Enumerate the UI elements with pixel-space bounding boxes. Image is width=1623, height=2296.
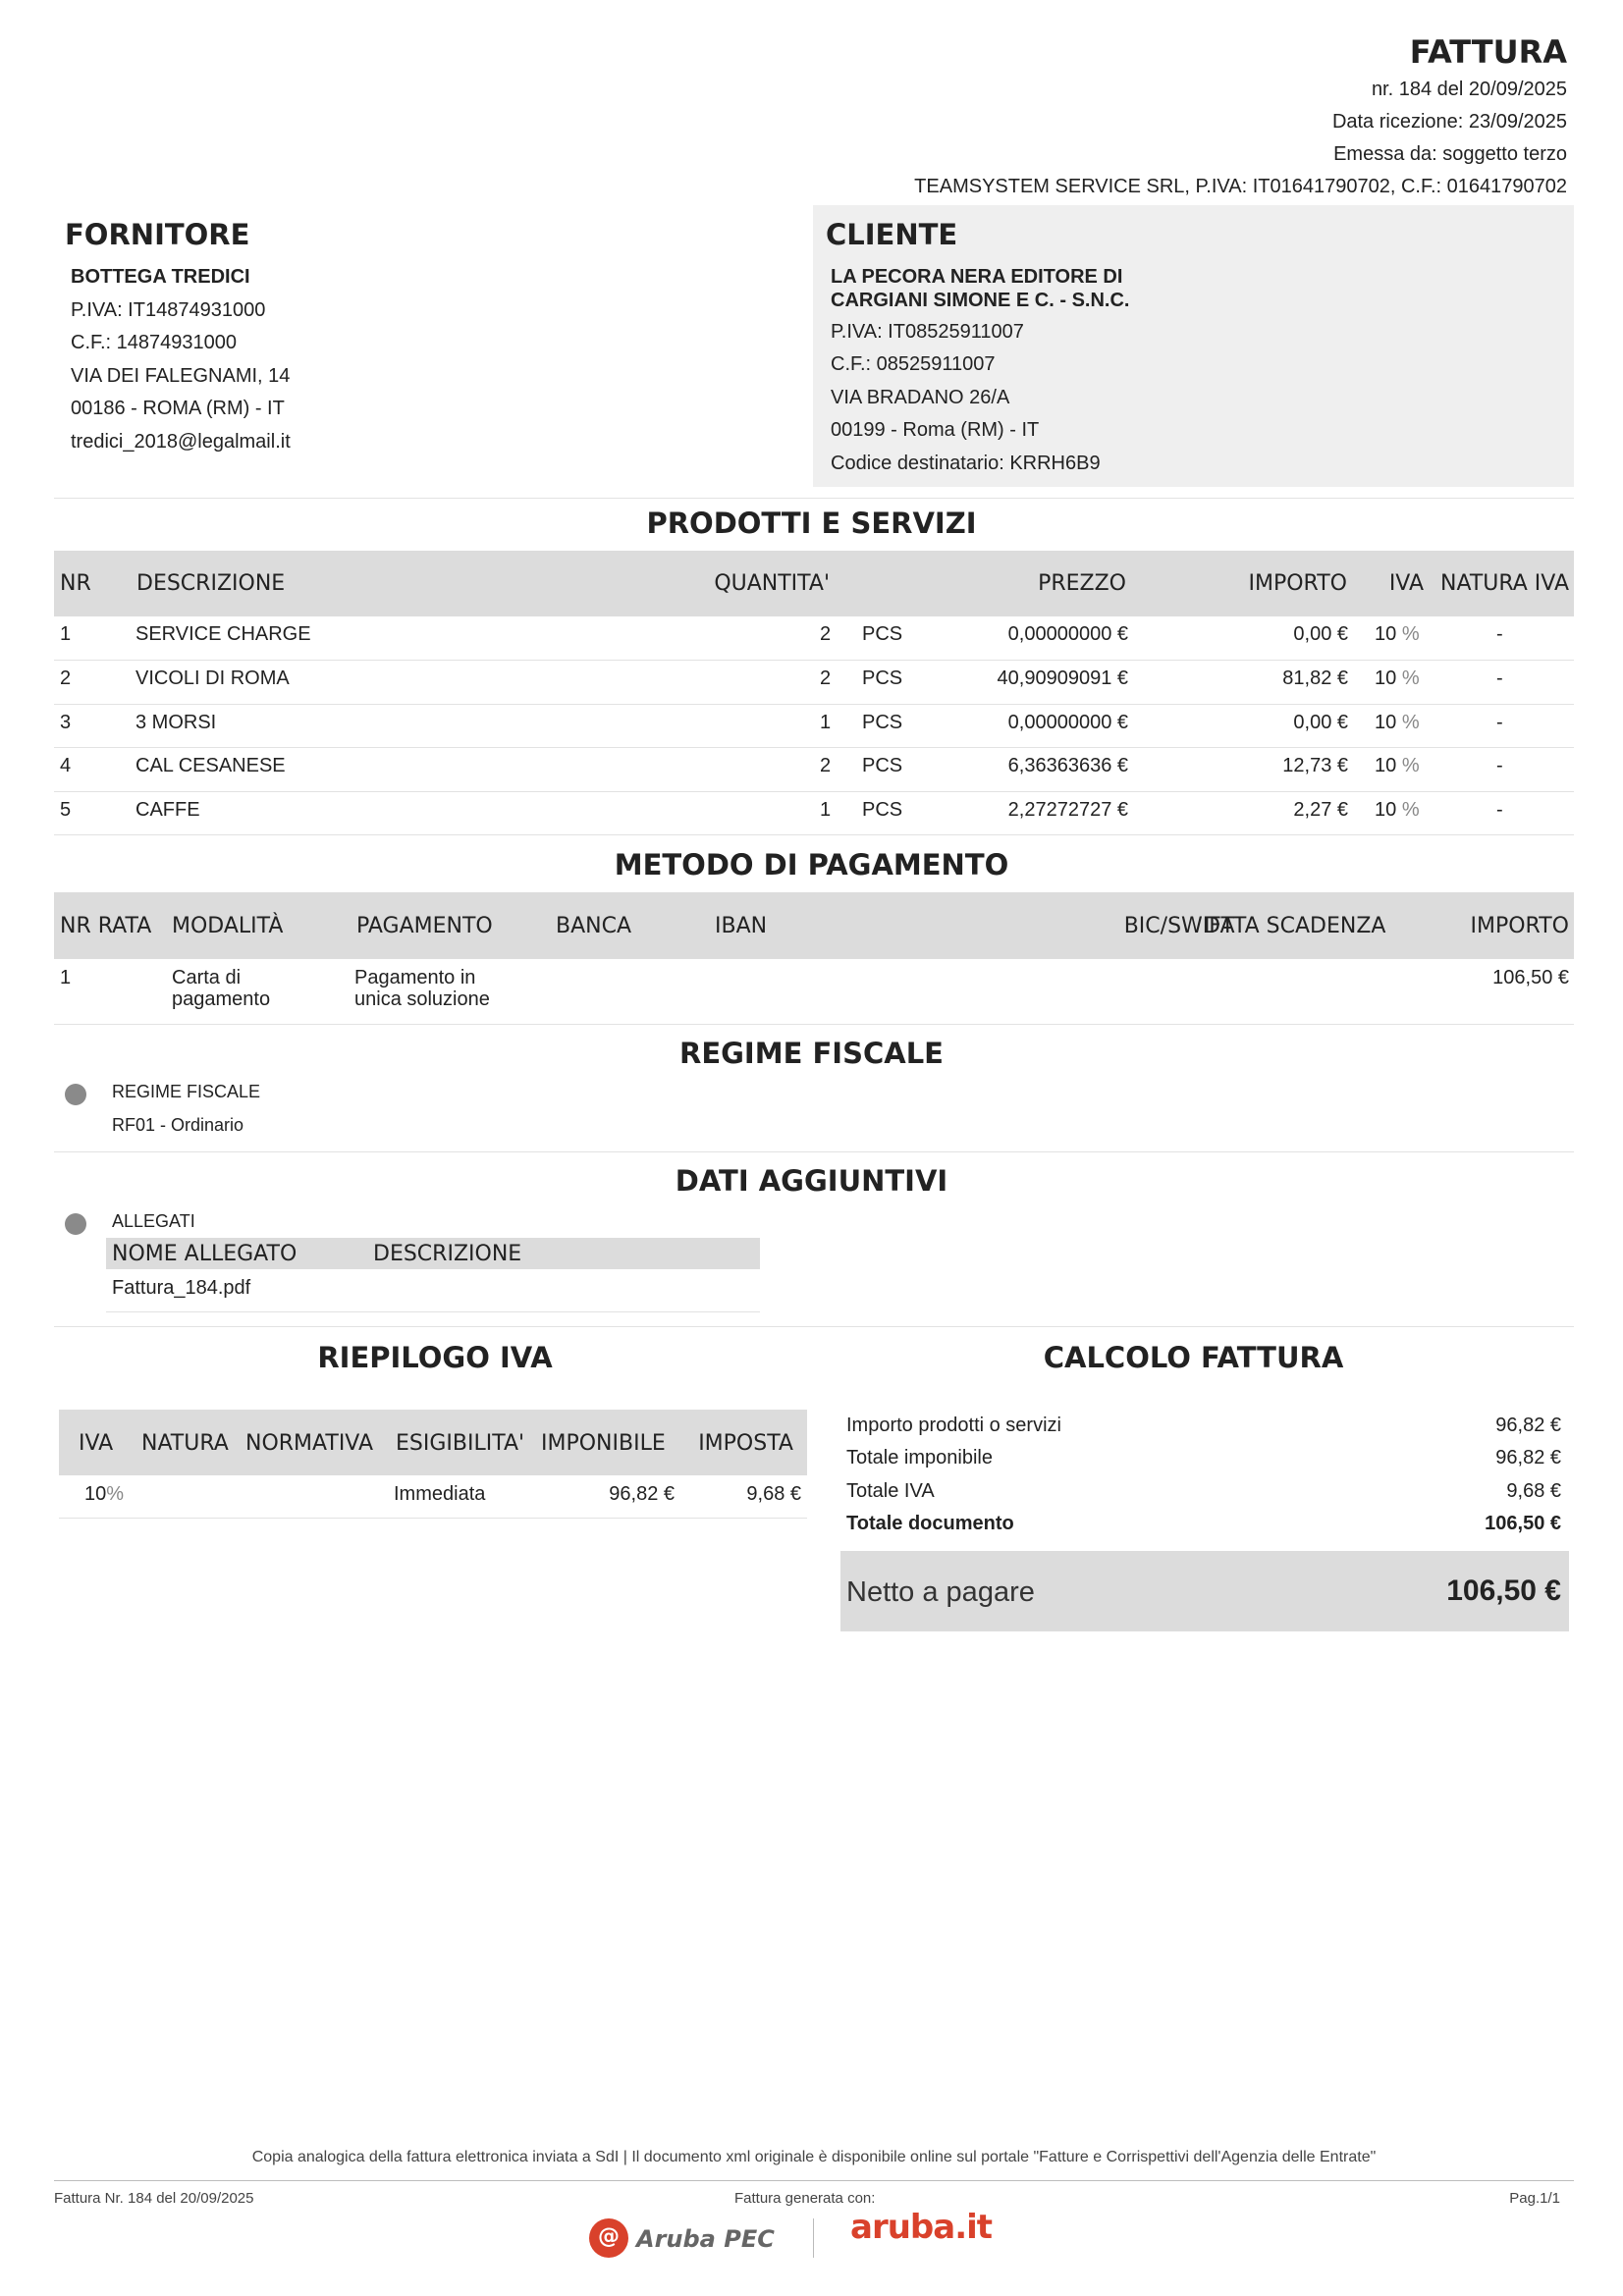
issued-by: Emessa da: soggetto terzo — [1333, 143, 1567, 165]
row-vat-nature: - — [1496, 623, 1503, 645]
products-title: PRODOTTI E SERVIZI — [646, 507, 977, 540]
client-name-line1: LA PECORA NERA EDITORE DI — [831, 266, 1123, 288]
bullet-icon — [65, 1213, 86, 1235]
supplier-email: tredici_2018@legalmail.it — [71, 431, 291, 453]
table-row — [54, 661, 1574, 705]
row-amount: 0,00 € — [1293, 623, 1348, 645]
row-vat: 10 % — [1375, 667, 1420, 689]
payment-installment: 1 — [60, 967, 72, 988]
table-row — [54, 748, 1574, 792]
aruba-pec-wordmark: Aruba PEC — [636, 2225, 775, 2253]
payment-mode-line2: pagamento — [172, 988, 271, 1010]
footer-page-number: Pag.1/1 — [1509, 2190, 1560, 2207]
col-iban: IBAN — [715, 914, 768, 938]
attachment-file-link[interactable]: Fattura_184.pdf — [112, 1277, 251, 1299]
row-price: 0,00000000 € — [1007, 712, 1128, 733]
row-description: CAL CESANESE — [135, 755, 286, 776]
payment-type-line1: Pagamento in — [354, 967, 476, 988]
footer-invoice-ref: Fattura Nr. 184 del 20/09/2025 — [54, 2190, 254, 2207]
row-quantity: 1 — [820, 799, 832, 821]
net-to-pay-box — [840, 1551, 1569, 1631]
col-natura: NATURA — [141, 1431, 229, 1456]
row-nr: 2 — [60, 667, 72, 689]
total-line-value: 96,82 € — [1495, 1415, 1561, 1436]
col-bic: BIC/SWIFT — [1123, 914, 1234, 938]
row-nr: 5 — [60, 799, 72, 821]
total-line-value: 9,68 € — [1506, 1480, 1561, 1502]
col-payment-amount: IMPORTO — [1470, 914, 1569, 938]
row-quantity: 1 — [820, 712, 832, 733]
invoice-number: nr. 184 del 20/09/2025 — [1371, 79, 1567, 100]
total-line-value: 96,82 € — [1495, 1447, 1561, 1468]
payment-header-row — [54, 892, 1574, 959]
row-nr: 3 — [60, 712, 72, 733]
row-nr: 1 — [60, 623, 72, 645]
col-imposta: IMPOSTA — [698, 1431, 793, 1456]
row-unit: PCS — [862, 755, 903, 776]
divider — [54, 1326, 1574, 1327]
extra-title: DATI AGGIUNTIVI — [675, 1164, 948, 1198]
regime-value: RF01 - Ordinario — [112, 1115, 244, 1135]
vat-rate: 10% — [84, 1483, 125, 1505]
total-line-label: Importo prodotti o servizi — [846, 1415, 1061, 1436]
client-city: 00199 - Roma (RM) - IT — [831, 419, 1040, 441]
issuer-details: TEAMSYSTEM SERVICE SRL, P.IVA: IT01641790702, C.F.: 01641790702 — [914, 176, 1567, 197]
aruba-it-logo: aruba.it — [850, 2208, 993, 2247]
supplier-address: VIA DEI FALEGNAMI, 14 — [71, 365, 291, 387]
supplier-heading: FORNITORE — [65, 218, 250, 251]
client-piva: P.IVA: IT08525911007 — [831, 321, 1024, 343]
table-row — [59, 1475, 807, 1519]
net-to-pay-value: 106,50 € — [1446, 1575, 1561, 1607]
row-nr: 4 — [60, 755, 72, 776]
row-vat-nature: - — [1496, 799, 1503, 821]
row-price: 40,90909091 € — [997, 667, 1128, 689]
row-vat: 10 % — [1375, 623, 1420, 645]
supplier-name: BOTTEGA TREDICI — [71, 266, 250, 288]
attachments-label: ALLEGATI — [112, 1211, 195, 1231]
table-row[interactable] — [106, 1269, 760, 1312]
client-block — [813, 205, 1574, 487]
row-unit: PCS — [862, 667, 903, 689]
row-quantity: 2 — [820, 667, 832, 689]
divider — [54, 498, 1574, 499]
vat-summary-header-row — [59, 1410, 807, 1475]
products-header-row — [54, 551, 1574, 616]
row-vat: 10 % — [1375, 755, 1420, 776]
client-address: VIA BRADANO 26/A — [831, 387, 1010, 408]
supplier-piva: P.IVA: IT14874931000 — [71, 299, 266, 321]
footer-generated-with: Fattura generata con: — [734, 2190, 876, 2207]
row-unit: PCS — [862, 799, 903, 821]
table-row — [54, 705, 1574, 748]
row-vat: 10 % — [1375, 712, 1420, 733]
divider — [54, 2180, 1574, 2181]
row-unit: PCS — [862, 623, 903, 645]
total-line-label: Totale IVA — [846, 1480, 935, 1502]
row-description: SERVICE CHARGE — [135, 623, 311, 645]
row-price: 0,00000000 € — [1007, 623, 1128, 645]
col-esigibilita: ESIGIBILITA' — [396, 1431, 525, 1456]
payment-amount: 106,50 € — [1492, 967, 1569, 988]
col-nr: NR — [60, 571, 91, 596]
col-bank: BANCA — [556, 914, 632, 938]
col-attachment-desc: DESCRIZIONE — [373, 1242, 522, 1266]
col-quantity: QUANTITA' — [714, 571, 830, 596]
row-amount: 2,27 € — [1293, 799, 1348, 821]
payment-mode-line1: Carta di — [172, 967, 242, 988]
col-description: DESCRIZIONE — [136, 571, 286, 596]
client-sdi-code: Codice destinatario: KRRH6B9 — [831, 453, 1101, 474]
payment-title: METODO DI PAGAMENTO — [614, 848, 1009, 881]
total-line-label: Totale imponibile — [846, 1447, 993, 1468]
col-vat: IVA — [1388, 571, 1424, 596]
col-amount: IMPORTO — [1248, 571, 1347, 596]
row-amount: 0,00 € — [1293, 712, 1348, 733]
row-vat-nature: - — [1496, 712, 1503, 733]
client-cf: C.F.: 08525911007 — [831, 353, 996, 375]
total-document-value: 106,50 € — [1485, 1513, 1561, 1534]
row-amount: 81,82 € — [1282, 667, 1348, 689]
vat-imponibile: 96,82 € — [609, 1483, 675, 1505]
row-vat-nature: - — [1496, 755, 1503, 776]
col-installment: NR RATA — [60, 914, 152, 938]
table-row — [54, 959, 1574, 1025]
vat-imposta: 9,68 € — [746, 1483, 801, 1505]
bullet-icon — [65, 1084, 86, 1105]
row-price: 6,36363636 € — [1007, 755, 1128, 776]
logo-divider — [813, 2218, 814, 2258]
aruba-pec-logo — [589, 2216, 785, 2260]
row-description: CAFFE — [135, 799, 200, 821]
client-heading: CLIENTE — [826, 218, 958, 251]
row-quantity: 2 — [820, 755, 832, 776]
table-row — [54, 792, 1574, 835]
regime-title: REGIME FISCALE — [678, 1037, 944, 1070]
footer-disclaimer: Copia analogica della fattura elettronica inviata a SdI | Il documento xml originale è disponibile online sul portale "Fatture e Corrispettivi dell'Agenzia delle Entrate" — [251, 2149, 1377, 2165]
aruba-pec-seal-icon: @ — [589, 2218, 628, 2258]
col-imponibile: IMPONIBILE — [541, 1431, 666, 1456]
row-vat: 10 % — [1375, 799, 1420, 821]
col-normativa: NORMATIVA — [245, 1431, 374, 1456]
attachments-header-row — [106, 1238, 760, 1269]
divider — [54, 1151, 1574, 1152]
col-vat-nature: NATURA IVA — [1440, 571, 1569, 596]
totals-title: CALCOLO FATTURA — [1043, 1341, 1344, 1374]
col-due-date: DATA SCADENZA — [1204, 914, 1386, 938]
row-description: 3 MORSI — [135, 712, 217, 733]
col-attachment-name: NOME ALLEGATO — [112, 1242, 298, 1266]
vat-summary-title: RIEPILOGO IVA — [317, 1341, 553, 1374]
col-mode: MODALITÀ — [172, 914, 284, 938]
col-payment: PAGAMENTO — [356, 914, 493, 938]
table-row — [54, 616, 1574, 661]
received-date: Data ricezione: 23/09/2025 — [1331, 111, 1567, 133]
row-amount: 12,73 € — [1282, 755, 1348, 776]
total-document-label: Totale documento — [846, 1513, 1014, 1534]
row-unit: PCS — [862, 712, 903, 733]
client-name-line2: CARGIANI SIMONE E C. - S.N.C. — [831, 290, 1130, 311]
regime-label: REGIME FISCALE — [112, 1082, 261, 1101]
payment-type-line2: unica soluzione — [354, 988, 490, 1010]
supplier-cf: C.F.: 14874931000 — [71, 332, 238, 353]
col-price: PREZZO — [1038, 571, 1126, 596]
net-to-pay-label: Netto a pagare — [846, 1576, 1035, 1608]
row-description: VICOLI DI ROMA — [135, 667, 290, 689]
vat-esigibilita: Immediata — [394, 1483, 486, 1505]
row-vat-nature: - — [1496, 667, 1503, 689]
row-price: 2,27272727 € — [1007, 799, 1128, 821]
supplier-city: 00186 - ROMA (RM) - IT — [71, 398, 285, 419]
row-quantity: 2 — [820, 623, 832, 645]
doc-title: FATTURA — [1409, 33, 1567, 71]
col-iva: IVA — [79, 1431, 114, 1456]
